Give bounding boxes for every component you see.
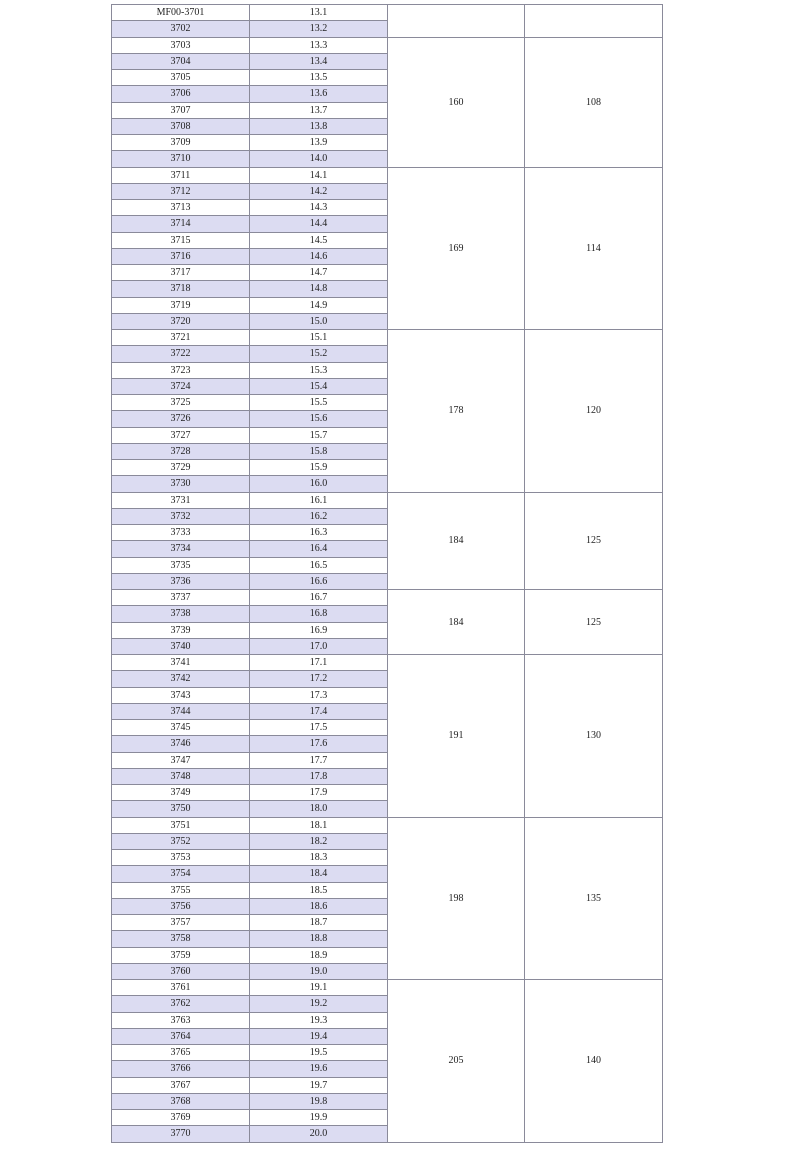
group-spec-a-cell: 169 — [388, 167, 525, 330]
model-number-cell: 3770 — [112, 1126, 250, 1142]
model-number-cell: 3745 — [112, 720, 250, 736]
value-cell: 13.3 — [250, 37, 388, 53]
model-number-cell: 3758 — [112, 931, 250, 947]
model-number-cell: 3760 — [112, 963, 250, 979]
value-cell: 15.5 — [250, 395, 388, 411]
table-row — [112, 980, 663, 996]
model-number-cell: 3735 — [112, 557, 250, 573]
model-number-cell: 3706 — [112, 86, 250, 102]
model-number-cell: 3763 — [112, 1012, 250, 1028]
value-cell: 17.0 — [250, 638, 388, 654]
table-row — [112, 492, 663, 508]
value-cell: 15.8 — [250, 443, 388, 459]
value-cell: 16.5 — [250, 557, 388, 573]
group-spec-b-cell: 120 — [525, 330, 663, 493]
model-number-cell: 3728 — [112, 443, 250, 459]
value-cell: 16.4 — [250, 541, 388, 557]
group-spec-a-cell: 184 — [388, 590, 525, 655]
table-row — [112, 330, 663, 346]
model-number-cell: 3768 — [112, 1093, 250, 1109]
model-number-cell: 3751 — [112, 817, 250, 833]
model-number-cell: 3766 — [112, 1061, 250, 1077]
model-number-cell: 3738 — [112, 606, 250, 622]
model-number-cell: 3741 — [112, 655, 250, 671]
value-cell: 16.3 — [250, 525, 388, 541]
value-cell: 14.2 — [250, 183, 388, 199]
group-spec-a-cell: 184 — [388, 492, 525, 590]
model-number-cell: 3732 — [112, 508, 250, 524]
model-number-cell: 3717 — [112, 265, 250, 281]
value-cell: 18.4 — [250, 866, 388, 882]
model-number-cell: 3724 — [112, 378, 250, 394]
group-spec-b-cell: 135 — [525, 817, 663, 980]
value-cell: 17.6 — [250, 736, 388, 752]
model-number-cell: 3764 — [112, 1028, 250, 1044]
model-number-cell: 3731 — [112, 492, 250, 508]
value-cell: 14.5 — [250, 232, 388, 248]
value-cell: 19.3 — [250, 1012, 388, 1028]
model-number-cell: 3743 — [112, 687, 250, 703]
value-cell: 16.7 — [250, 590, 388, 606]
value-cell: 17.7 — [250, 752, 388, 768]
value-cell: 18.1 — [250, 817, 388, 833]
model-number-cell: 3723 — [112, 362, 250, 378]
value-cell: 17.5 — [250, 720, 388, 736]
model-number-cell: 3708 — [112, 118, 250, 134]
value-cell: 13.8 — [250, 118, 388, 134]
model-number-cell: 3713 — [112, 200, 250, 216]
table-row — [112, 167, 663, 183]
value-cell: 20.0 — [250, 1126, 388, 1142]
model-number-cell: 3744 — [112, 703, 250, 719]
group-spec-b-cell: 130 — [525, 655, 663, 818]
value-cell: 15.2 — [250, 346, 388, 362]
value-cell: 13.5 — [250, 70, 388, 86]
model-number-cell: 3756 — [112, 898, 250, 914]
value-cell: 13.1 — [250, 5, 388, 21]
group-spec-a-cell: 205 — [388, 980, 525, 1143]
model-number-cell: 3757 — [112, 915, 250, 931]
value-cell: 19.6 — [250, 1061, 388, 1077]
spec-table-body — [112, 5, 663, 1143]
value-cell: 13.9 — [250, 135, 388, 151]
value-cell: 19.5 — [250, 1045, 388, 1061]
group-spec-b-cell: 125 — [525, 492, 663, 590]
group-spec-a-cell: 178 — [388, 330, 525, 493]
model-number-cell: 3721 — [112, 330, 250, 346]
value-cell: 19.4 — [250, 1028, 388, 1044]
value-cell: 19.2 — [250, 996, 388, 1012]
model-number-cell: 3709 — [112, 135, 250, 151]
model-number-cell: MF00-3701 — [112, 5, 250, 21]
value-cell: 18.7 — [250, 915, 388, 931]
value-cell: 13.6 — [250, 86, 388, 102]
model-number-cell: 3765 — [112, 1045, 250, 1061]
value-cell: 18.6 — [250, 898, 388, 914]
model-number-cell: 3754 — [112, 866, 250, 882]
model-number-cell: 3704 — [112, 53, 250, 69]
value-cell: 17.3 — [250, 687, 388, 703]
value-cell: 17.8 — [250, 768, 388, 784]
value-cell: 17.4 — [250, 703, 388, 719]
model-number-cell: 3769 — [112, 1110, 250, 1126]
value-cell: 19.1 — [250, 980, 388, 996]
group-spec-a-cell — [388, 5, 525, 38]
model-number-cell: 3742 — [112, 671, 250, 687]
model-number-cell: 3767 — [112, 1077, 250, 1093]
value-cell: 16.1 — [250, 492, 388, 508]
model-number-cell: 3716 — [112, 248, 250, 264]
group-spec-a-cell: 191 — [388, 655, 525, 818]
value-cell: 18.2 — [250, 833, 388, 849]
value-cell: 16.8 — [250, 606, 388, 622]
value-cell: 19.9 — [250, 1110, 388, 1126]
value-cell: 17.9 — [250, 785, 388, 801]
value-cell: 19.7 — [250, 1077, 388, 1093]
model-number-cell: 3755 — [112, 882, 250, 898]
table-row — [112, 655, 663, 671]
value-cell: 17.2 — [250, 671, 388, 687]
model-number-cell: 3711 — [112, 167, 250, 183]
value-cell: 14.8 — [250, 281, 388, 297]
value-cell: 18.5 — [250, 882, 388, 898]
model-number-cell: 3705 — [112, 70, 250, 86]
model-number-cell: 3753 — [112, 850, 250, 866]
value-cell: 19.0 — [250, 963, 388, 979]
model-number-cell: 3752 — [112, 833, 250, 849]
group-spec-a-cell: 160 — [388, 37, 525, 167]
model-number-cell: 3714 — [112, 216, 250, 232]
model-number-cell: 3746 — [112, 736, 250, 752]
table-row — [112, 5, 663, 21]
group-spec-b-cell: 108 — [525, 37, 663, 167]
model-number-cell: 3727 — [112, 427, 250, 443]
value-cell: 19.8 — [250, 1093, 388, 1109]
value-cell: 14.6 — [250, 248, 388, 264]
model-number-cell: 3749 — [112, 785, 250, 801]
value-cell: 14.0 — [250, 151, 388, 167]
value-cell: 18.8 — [250, 931, 388, 947]
model-number-cell: 3737 — [112, 590, 250, 606]
model-number-cell: 3736 — [112, 573, 250, 589]
value-cell: 14.7 — [250, 265, 388, 281]
group-spec-a-cell: 198 — [388, 817, 525, 980]
model-number-cell: 3762 — [112, 996, 250, 1012]
value-cell: 17.1 — [250, 655, 388, 671]
model-number-cell: 3726 — [112, 411, 250, 427]
model-number-cell: 3750 — [112, 801, 250, 817]
model-number-cell: 3734 — [112, 541, 250, 557]
value-cell: 14.1 — [250, 167, 388, 183]
model-number-cell: 3725 — [112, 395, 250, 411]
value-cell: 13.4 — [250, 53, 388, 69]
model-number-cell: 3730 — [112, 476, 250, 492]
group-spec-b-cell: 140 — [525, 980, 663, 1143]
model-number-cell: 3718 — [112, 281, 250, 297]
group-spec-b-cell: 114 — [525, 167, 663, 330]
value-cell: 14.3 — [250, 200, 388, 216]
model-number-cell: 3710 — [112, 151, 250, 167]
model-number-cell: 3715 — [112, 232, 250, 248]
value-cell: 15.4 — [250, 378, 388, 394]
value-cell: 18.9 — [250, 947, 388, 963]
value-cell: 16.9 — [250, 622, 388, 638]
model-number-cell: 3739 — [112, 622, 250, 638]
value-cell: 18.3 — [250, 850, 388, 866]
model-number-cell: 3719 — [112, 297, 250, 313]
value-cell: 13.7 — [250, 102, 388, 118]
model-number-cell: 3759 — [112, 947, 250, 963]
model-number-cell: 3733 — [112, 525, 250, 541]
value-cell: 15.6 — [250, 411, 388, 427]
group-spec-b-cell: 125 — [525, 590, 663, 655]
model-number-cell: 3712 — [112, 183, 250, 199]
value-cell: 14.4 — [250, 216, 388, 232]
table-row — [112, 37, 663, 53]
value-cell: 16.2 — [250, 508, 388, 524]
value-cell: 16.6 — [250, 573, 388, 589]
model-number-cell: 3707 — [112, 102, 250, 118]
value-cell: 15.1 — [250, 330, 388, 346]
model-number-cell: 3729 — [112, 460, 250, 476]
value-cell: 13.2 — [250, 21, 388, 37]
value-cell: 15.7 — [250, 427, 388, 443]
spec-table — [111, 4, 663, 1143]
model-number-cell: 3702 — [112, 21, 250, 37]
model-number-cell: 3748 — [112, 768, 250, 784]
model-number-cell: 3720 — [112, 313, 250, 329]
value-cell: 14.9 — [250, 297, 388, 313]
value-cell: 15.9 — [250, 460, 388, 476]
table-row — [112, 817, 663, 833]
model-number-cell: 3722 — [112, 346, 250, 362]
value-cell: 15.0 — [250, 313, 388, 329]
model-number-cell: 3740 — [112, 638, 250, 654]
model-number-cell: 3761 — [112, 980, 250, 996]
value-cell: 16.0 — [250, 476, 388, 492]
model-number-cell: 3703 — [112, 37, 250, 53]
group-spec-b-cell — [525, 5, 663, 38]
value-cell: 18.0 — [250, 801, 388, 817]
model-number-cell: 3747 — [112, 752, 250, 768]
value-cell: 15.3 — [250, 362, 388, 378]
table-row — [112, 590, 663, 606]
